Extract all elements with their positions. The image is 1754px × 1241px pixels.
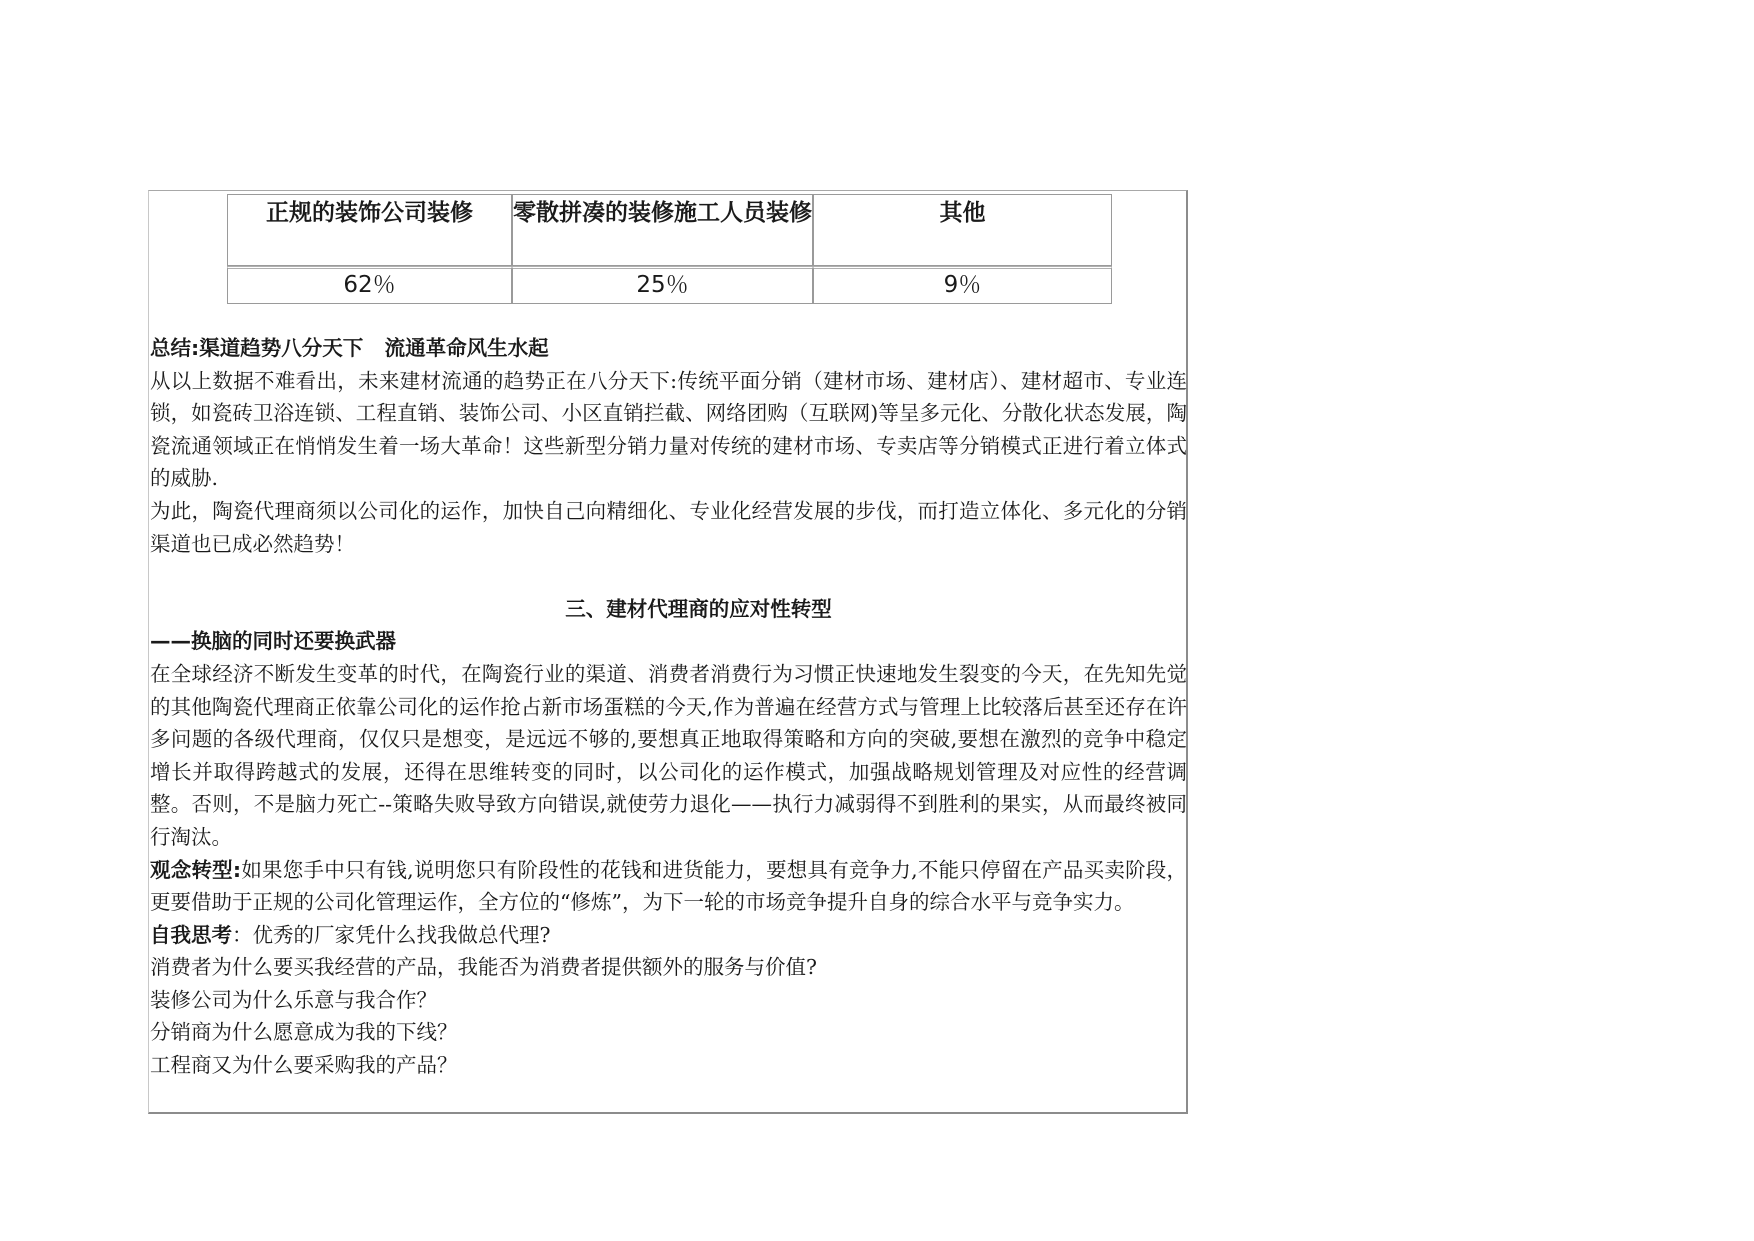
question-line: 装修公司为什么乐意与我合作？ (150, 987, 437, 1012)
renovation-share-table (227, 194, 1112, 304)
section-subtitle: ——换脑的同时还要换武器 (150, 629, 396, 654)
document-body (150, 332, 1187, 1082)
table-header-cell: 正规的装饰公司装修 (227, 194, 512, 266)
table-header-row (227, 194, 1112, 266)
paragraph (150, 854, 1187, 919)
summary-heading: 总结:渠道趋势八分天下 流通革命风生水起 (150, 336, 549, 360)
concept-label: 观念转型: (150, 857, 242, 882)
question-line: 消费者为什么要买我经营的产品，我能否为消费者提供额外的服务与价值? (150, 955, 817, 980)
paragraph: 为此，陶瓷代理商须以公司化的运作，加快自己向精细化、专业化经营发展的步伐，而打造立体化、多元化的分销渠道也已成必然趋势！ (150, 498, 1187, 556)
question-line: 工程商又为什么要采购我的产品？ (150, 1053, 458, 1078)
table-cell: 62％ (227, 266, 512, 304)
table-header-cell: 其他 (813, 194, 1112, 266)
reflect-label: 自我思考 (150, 922, 232, 947)
concept-text: 如果您手中只有钱,说明您只有阶段性的花钱和进货能力，要想具有竞争力,不能只停留在产品买卖阶段，更要借助于正规的公司化管理运作，全方位的“修炼”，为下一轮的市场竞争提升自身的综合水平与竞争实力。 (150, 857, 1188, 915)
reflect-text: ：优秀的厂家凭什么找我做总代理? (232, 922, 551, 947)
table-cell: 25％ (512, 266, 813, 304)
table-cell: 9％ (813, 266, 1112, 304)
table-row (227, 266, 1112, 304)
section-title: 三、建材代理商的应对性转型 (565, 596, 832, 621)
table-header-cell: 零散拼凑的装修施工人员装修 (512, 194, 813, 266)
paragraph: 在全球经济不断发生变革的时代，在陶瓷行业的渠道、消费者消费行为习惯正快速地发生裂变的今天，在先知先觉的其他陶瓷代理商正依靠公司化的运作抢占新市场蛋糕的今天,作为普遍在经营方式与管理上比较落后甚至还存在许多问题的各级代理商，仅仅只是想变，是远远不够的,要想真正地取得策略和方向的突破,要想在激烈的竞争中稳定增长并取得跨越式的发展，还得在思维转变的同时，以公司化的运作模式，加强战略规划管理及对应性的经营调整。否则，不是脑力死亡--策略失败导致方向错误,就使劳力退化——执行力减弱得不到胜利的果实，从而最终被同行淘汰。 (150, 661, 1187, 849)
spacer (150, 560, 1187, 593)
paragraph (150, 919, 1187, 952)
question-line: 分销商为什么愿意成为我的下线？ (150, 1020, 458, 1045)
paragraph: 从以上数据不难看出，未来建材流通的趋势正在八分天下:传统平面分销（建材市场、建材店）、建材超市、专业连锁，如瓷砖卫浴连锁、工程直销、装饰公司、小区直销拦截、网络团购（互联网)等呈多元化、分散化状态发展，陶瓷流通领域正在悄悄发生着一场大革命！这些新型分销力量对传统的建材市场、专卖店等分销模式正进行着立体式的威胁. (150, 368, 1187, 491)
